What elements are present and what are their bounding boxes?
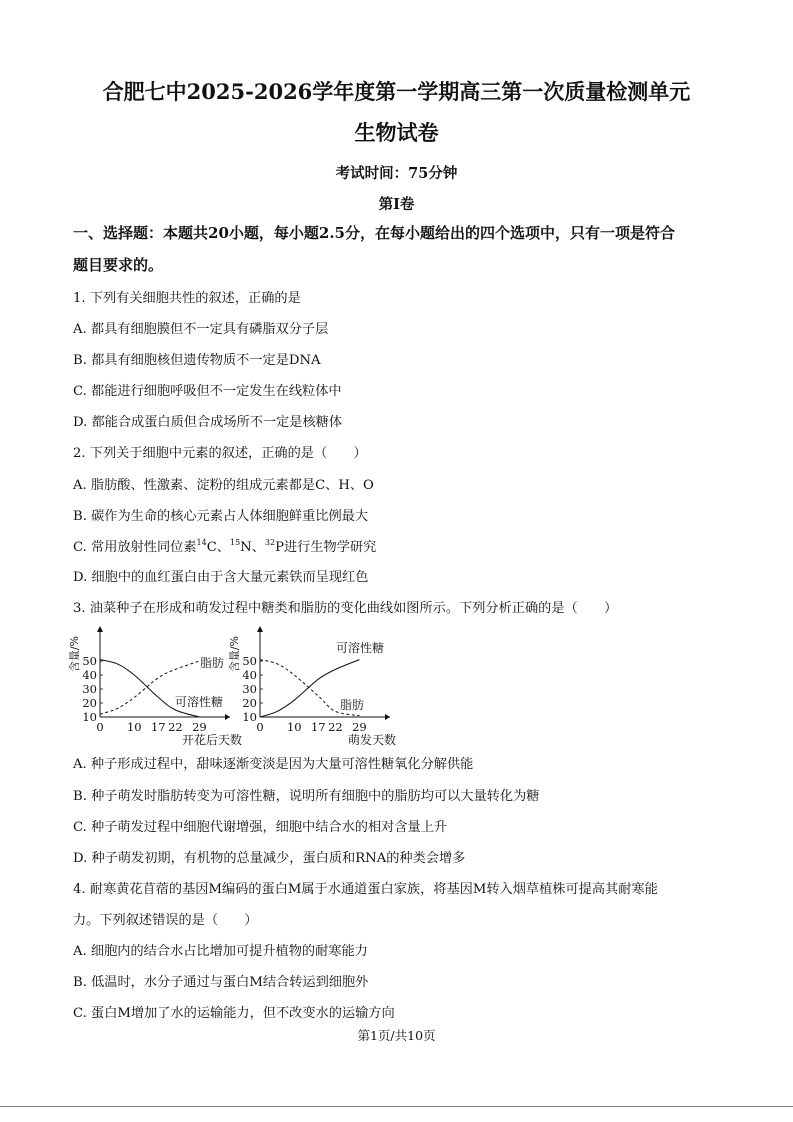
q1-stem: 1. 下列有关细胞共性的叙述，正确的是 <box>73 291 301 306</box>
q2-c-text-2: C、 <box>206 540 230 555</box>
q3-option-c: C. 种子萌发过程中细胞代谢增强，细胞中结合水的相对含量上升 <box>73 820 448 835</box>
x-tick-label: 22 <box>328 720 343 734</box>
y-tick-label: 50 <box>242 654 257 668</box>
q2-option-d: D. 细胞中的血红蛋白由于含大量元素铁而呈现红色 <box>73 570 369 585</box>
section-heading <box>73 217 723 281</box>
q2-stem: 2. 下列关于细胞中元素的叙述，正确的是（ ） <box>73 446 367 461</box>
q4-stem-line1: 4. 耐寒黄花苜蓿的基因M编码的蛋白M属于水通道蛋白家族，将基因M转入烟草植株可提高其耐寒能 <box>73 882 658 897</box>
y-axis-arrow <box>257 626 263 632</box>
q1-option-b: B. 都具有细胞核但遗传物质不一定是DNA <box>73 353 321 368</box>
x-axis-arrow <box>385 714 390 720</box>
exam-title: 合肥七中2025-2026学年度第一学期高三第一次质量检测单元 <box>102 79 691 104</box>
x-tick-label: 10 <box>126 720 142 734</box>
page-footer: 第1页/共10页 <box>357 1028 436 1043</box>
chart-seed-formation <box>67 626 242 747</box>
y-tick-label: 40 <box>82 668 97 682</box>
y-axis-label: 含量/% <box>228 636 241 673</box>
q3-option-d: D. 种子萌发初期，有机物的总量减少，蛋白质和RNA的种类会增多 <box>73 851 466 866</box>
y-tick-label: 20 <box>82 696 97 710</box>
y-tick-label: 30 <box>242 682 257 696</box>
y-tick-label: 40 <box>242 668 257 682</box>
x-tick-label: 0 <box>96 720 104 734</box>
q2-option-a: A. 脂肪酸、性激素、淀粉的组成元素都是C、H、O <box>73 478 374 493</box>
chart-seed-germination <box>227 626 396 747</box>
x-tick-label: 10 <box>286 720 302 734</box>
q3-stem: 3. 油菜种子在形成和萌发过程中糖类和脂肪的变化曲线如图所示。下列分析正确的是（ ） <box>73 601 618 616</box>
x-tick-label: 17 <box>310 720 326 734</box>
q3-option-a: A. 种子形成过程中，甜味逐渐变淡是因为大量可溶性糖氧化分解供能 <box>73 757 474 772</box>
y-axis-arrow <box>97 626 103 632</box>
volume-label: 第I卷 <box>378 196 415 213</box>
section-heading-line2: 题目要求的。 <box>73 256 164 274</box>
q3-option-b: B. 种子萌发时脂肪转变为可溶性糖，说明所有细胞中的脂肪均可以大量转化为糖 <box>73 789 540 804</box>
q2-c-text-1: C. 常用放射性同位素 <box>73 540 197 555</box>
q2-c-mass-1: 14 <box>196 538 207 547</box>
exam-subtitle: 生物试卷 <box>354 120 439 145</box>
q4-option-a: A. 细胞内的结合水占比增加可提升植物的耐寒能力 <box>73 944 368 959</box>
q2-c-text-3: N、 <box>240 540 265 555</box>
series-label: 脂肪 <box>200 656 225 670</box>
y-tick-label: 10 <box>82 710 97 724</box>
q4-option-c: C. 蛋白M增加了水的运输能力，但不改变水的运输方向 <box>73 1006 395 1021</box>
y-tick-label: 10 <box>242 710 257 724</box>
x-tick-label: 22 <box>168 720 183 734</box>
x-tick-label: 17 <box>150 720 166 734</box>
q2-option-b: B. 碳作为生命的核心元素占人体细胞鲜重比例最大 <box>73 509 369 524</box>
q4-stem-line2: 力。下列叙述错误的是（ ） <box>73 913 258 928</box>
section-heading-line1: 一、选择题：本题共20小题，每小题2.5分，在每小题给出的四个选项中，只有一项是符合 <box>73 224 675 242</box>
x-tick-label: 0 <box>256 720 264 734</box>
bottom-divider <box>0 1106 793 1107</box>
y-axis-label: 含量/% <box>68 636 81 673</box>
q3-figure <box>68 622 397 748</box>
q2-c-mass-2: 15 <box>229 538 241 547</box>
y-tick-label: 30 <box>82 682 97 696</box>
series-label: 脂肪 <box>340 698 365 712</box>
y-tick-label: 20 <box>242 696 257 710</box>
x-axis-arrow <box>225 714 230 720</box>
q2-option-c <box>73 536 376 555</box>
x-axis-label: 开花后天数 <box>181 733 243 747</box>
series-label: 可溶性糖 <box>336 641 385 655</box>
series-label: 可溶性糖 <box>175 695 224 709</box>
x-axis-label: 萌发天数 <box>347 733 397 747</box>
q1-option-c: C. 都能进行细胞呼吸但不一定发生在线粒体中 <box>73 384 342 399</box>
q1-option-a: A. 都具有细胞膜但不一定具有磷脂双分子层 <box>73 322 329 337</box>
q4-option-b: B. 低温时，水分子通过与蛋白M结合转运到细胞外 <box>73 975 369 990</box>
y-tick-label: 50 <box>82 654 97 668</box>
x-tick-label: 29 <box>192 720 207 734</box>
q1-option-d: D. 都能合成蛋白质但合成场所不一定是核糖体 <box>73 415 343 430</box>
q2-c-text-4: P进行生物学研究 <box>275 540 377 555</box>
q2-c-mass-3: 32 <box>264 538 276 547</box>
x-tick-label: 29 <box>352 720 367 734</box>
exam-time: 考试时间：75分钟 <box>335 165 458 182</box>
